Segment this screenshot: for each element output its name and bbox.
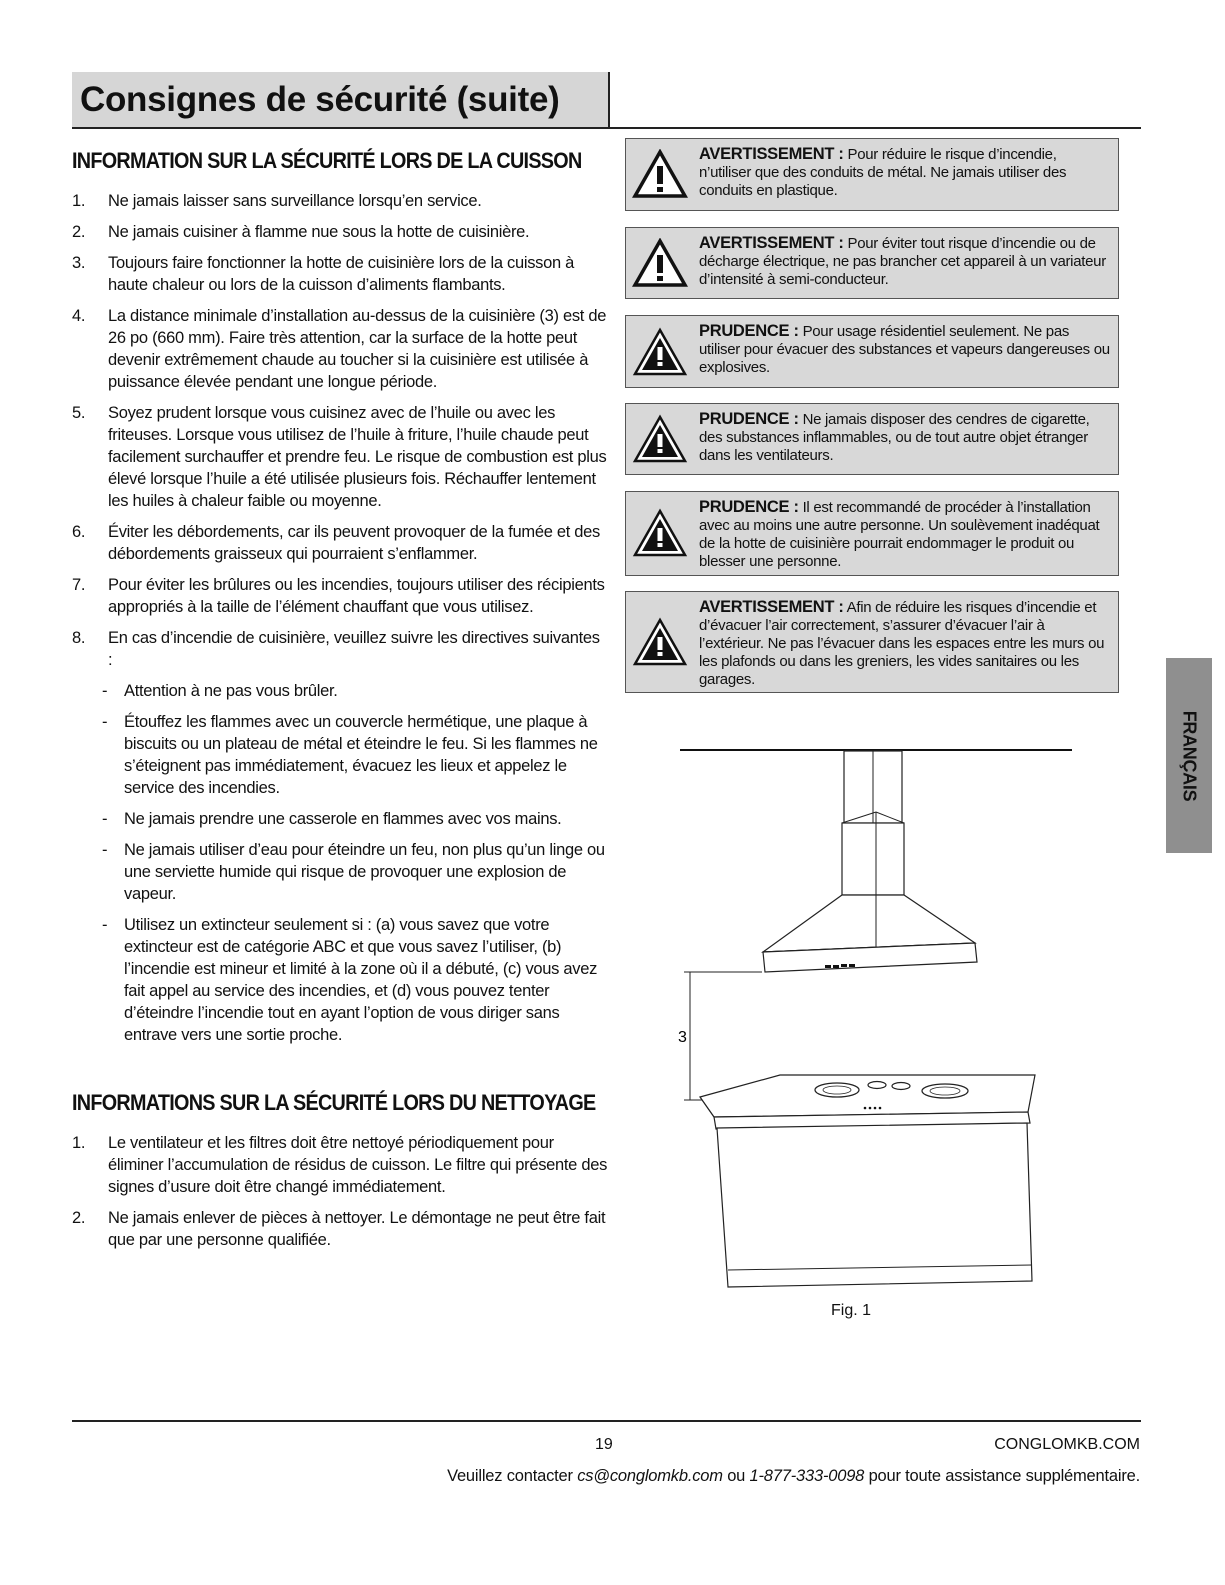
caution-label: PRUDENCE :: [699, 410, 799, 428]
list-item: [72, 221, 608, 243]
caution-text: Pour usage résidentiel seulement. Ne pas utiliser pour évacuer des substances et vapeurs dangereuses ou explosives.: [699, 323, 1110, 376]
caution-text: Ne jamais disposer des cendres de cigarette, des substances inflammables, ou de tout autre objet étranger dans les ventilateurs.: [699, 411, 1090, 464]
caution-icon: [632, 414, 688, 464]
list-item: [72, 1132, 608, 1198]
contact-prefix: Veuillez contacter: [447, 1467, 573, 1485]
chimney-lower: [842, 823, 904, 895]
warning-icon: [632, 149, 688, 199]
item-text: Le ventilateur et les filtres doit être nettoyé périodiquement pour éliminer l’accumulation de résidus de cuisson. Le filtre qui présente des signes d’usure doit être changé immédiatement.: [108, 1134, 608, 1196]
item-number: 8.: [72, 629, 86, 647]
left-column: [72, 148, 608, 1260]
item-text: Pour éviter les brûlures ou les incendies, toujours utiliser des récipients appropriés à la taille de l’élément chauffant que vous utilisez.: [108, 576, 605, 616]
list-item: [72, 190, 608, 212]
caution-label: PRUDENCE :: [699, 498, 799, 516]
item-text: La distance minimale d’installation au-dessus de la cuisinière (3) est de 26 po (660 mm). Faire très attention, car la surface de la hotte peut devenir extrêmement chaude au toucher si la cuisinière est utilisée à puissance élevée pendant une longue période.: [108, 307, 607, 391]
language-tab-label: FRANÇAIS: [1179, 710, 1200, 801]
page-title: Consignes de sécurité (suite): [80, 80, 560, 119]
warning-label: AVERTISSEMENT :: [699, 598, 844, 616]
item-text: Soyez prudent lorsque vous cuisinez avec de l’huile ou avec les friteuses. Lorsque vous utilisez de l’huile à friture, l’huile chaude peut facilement surchauffer et prendre feu. Le risque de combustion est plus élevé lorsque l’huile a été utilisée plusieurs fois. Réchauffer lentement les huiles à chaleur faible ou moyenne.: [108, 404, 607, 510]
dimension-label: 3: [678, 1029, 687, 1046]
caution-text: Il est recommandé de procéder à l’installation avec au moins une autre personne. Un soulèvement inadéquat de la hotte de cuisinière pourrait endommager le produit ou blesser une personne.: [699, 499, 1100, 570]
item-number: 1.: [72, 1134, 86, 1152]
cleaning-safety-list: [72, 1132, 608, 1251]
language-tab: [1166, 658, 1212, 853]
sub-list-item: - Étouffez les flammes avec un couvercle hermétique, une plaque à biscuits ou un plateau de métal et éteindre le feu. Si les flammes ne s’éteignent pas immédiatement, évacuez les lieux et appelez le service des incendies.: [102, 713, 598, 797]
item-number: 2.: [72, 1209, 86, 1227]
caution-icon: [632, 617, 688, 667]
email-link[interactable]: cs@conglomkb.com: [577, 1467, 723, 1485]
cleaning-safety-heading: INFORMATIONS SUR LA SÉCURITÉ LORS DU NETTOYAGE: [72, 1090, 596, 1115]
item-text: Ne jamais enlever de pièces à nettoyer. Le démontage ne peut être fait que par une personne qualifiée.: [108, 1209, 606, 1249]
warning-icon: [632, 238, 688, 288]
sub-list-item: - Ne jamais prendre une casserole en flammes avec vos mains.: [102, 810, 562, 828]
warning-text: Pour réduire le risque d’incendie, n’utiliser que des conduits de métal. Ne jamais utiliser des conduits en plastique.: [699, 146, 1067, 199]
warning-box: [625, 227, 1119, 299]
item-text: Toujours faire fonctionner la hotte de cuisinière lors de la cuisson à haute chaleur ou lors de la cuisson d’aliments flambants.: [108, 254, 575, 294]
list-item: [72, 627, 608, 1046]
list-item: [72, 1207, 608, 1251]
sub-list-item: - Utilisez un extincteur seulement si : (a) vous savez que votre extincteur est de catégorie ABC et que vous savez l’utiliser, (b) l’incendie est mineur et limité à la zone où il a débuté, (c) vous avez fait appel au service des incendies, et (d) vous pouvez tenter d’éteindre l’incendie tout en ayant l’option de vous diriger sans entrave vers une sortie proche.: [102, 916, 598, 1044]
sub-item-text: Utilisez un extincteur seulement si : (a) vous savez que votre extincteur est de catégorie ABC et que vous savez l’utiliser, (b) l’incendie est mineur et limité à la zone où il a débuté, (c) vous avez fait appel au service des incendies, et (d) vous pouvez tenter d’éteindre l’incendie tout en ayant l’option de vous diriger sans entrave vers une sortie proche.: [124, 916, 598, 1044]
warning-box: [625, 591, 1119, 693]
warning-box: [625, 138, 1119, 211]
warning-label: AVERTISSEMENT :: [699, 145, 844, 163]
list-item: [72, 402, 608, 512]
sub-list-item: - Attention à ne pas vous brûler.: [102, 682, 338, 700]
item-number: 7.: [72, 576, 86, 594]
sub-item-text: Ne jamais prendre une casserole en flammes avec vos mains.: [124, 810, 562, 828]
item-number: 6.: [72, 523, 86, 541]
range-hood-illustration: [670, 740, 1090, 1300]
item-text: Éviter les débordements, car ils peuvent provoquer de la fumée et des débordements graisseux qui pourraient s’enflammer.: [108, 523, 601, 563]
item-text: Ne jamais cuisiner à flamme nue sous la hotte de cuisinière.: [108, 223, 530, 241]
list-item: [72, 521, 608, 565]
item-number: 3.: [72, 254, 86, 272]
footer-divider: [72, 1420, 1141, 1422]
list-item: [72, 574, 608, 618]
figure-caption: Fig. 1: [831, 1302, 872, 1319]
item-text: En cas d’incendie de cuisinière, veuillez suivre les directives suivantes :: [108, 629, 600, 669]
item-text: Ne jamais laisser sans surveillance lorsqu’en service.: [108, 192, 482, 210]
item-number: 1.: [72, 192, 86, 210]
caution-icon: [632, 327, 688, 377]
warning-text: Afin de réduire les risques d’incendie et d’évacuer l’air correctement, s’assurer d’évacuer l’air à l’extérieur. Ne pas l’évacuer dans les espaces entre les murs ou les plafonds ou dans les greniers, les vides sanitaires ou les garages.: [699, 599, 1105, 688]
warning-text: Pour éviter tout risque d’incendie ou de décharge électrique, ne pas brancher cet appareil à un variateur d’intensité à semi-conducteur.: [699, 235, 1106, 288]
website-link[interactable]: CONGLOMKB.COM: [994, 1436, 1140, 1453]
cabinet: [717, 1123, 1032, 1287]
list-item: [72, 252, 608, 296]
sub-item-text: Ne jamais utiliser d’eau pour éteindre un feu, non plus qu’un linge ou une serviette humide qui risque de provoquer une explosion de vapeur.: [124, 841, 605, 903]
contact-suffix: pour toute assistance supplémentaire.: [868, 1467, 1140, 1485]
contact-line: [447, 1467, 1140, 1486]
cooking-safety-heading: INFORMATION SUR LA SÉCURITÉ LORS DE LA CUISSON: [72, 148, 582, 173]
page-number: 19: [595, 1436, 613, 1453]
item-number: 4.: [72, 307, 86, 325]
sub-item-text: Étouffez les flammes avec un couvercle hermétique, une plaque à biscuits ou un plateau de métal et éteindre le feu. Si les flammes ne s’éteignent pas immédiatement, évacuez les lieux et appelez le service des incendies.: [124, 713, 598, 797]
caution-icon: [632, 508, 688, 558]
item-number: 5.: [72, 404, 86, 422]
contact-or: ou: [727, 1467, 746, 1485]
cooktop-counter: [700, 1075, 1035, 1117]
sub-item-text: Attention à ne pas vous brûler.: [124, 682, 338, 700]
cooking-safety-list: [72, 190, 608, 1046]
page-title-banner: [72, 72, 610, 128]
fire-directives-list: [102, 680, 608, 1046]
warning-label: AVERTISSEMENT :: [699, 234, 844, 252]
item-number: 2.: [72, 223, 86, 241]
hood-canopy: [763, 895, 975, 952]
sub-list-item: - Ne jamais utiliser d’eau pour éteindre un feu, non plus qu’un linge ou une serviette humide qui risque de provoquer une explosion de vapeur.: [102, 841, 605, 903]
caution-label: PRUDENCE :: [699, 322, 799, 340]
phone-link[interactable]: 1-877-333-0098: [749, 1467, 865, 1485]
list-item: [72, 305, 608, 393]
caution-box: [625, 491, 1119, 576]
caution-box: [625, 315, 1119, 388]
caution-box: [625, 403, 1119, 475]
title-divider: [72, 127, 1141, 129]
